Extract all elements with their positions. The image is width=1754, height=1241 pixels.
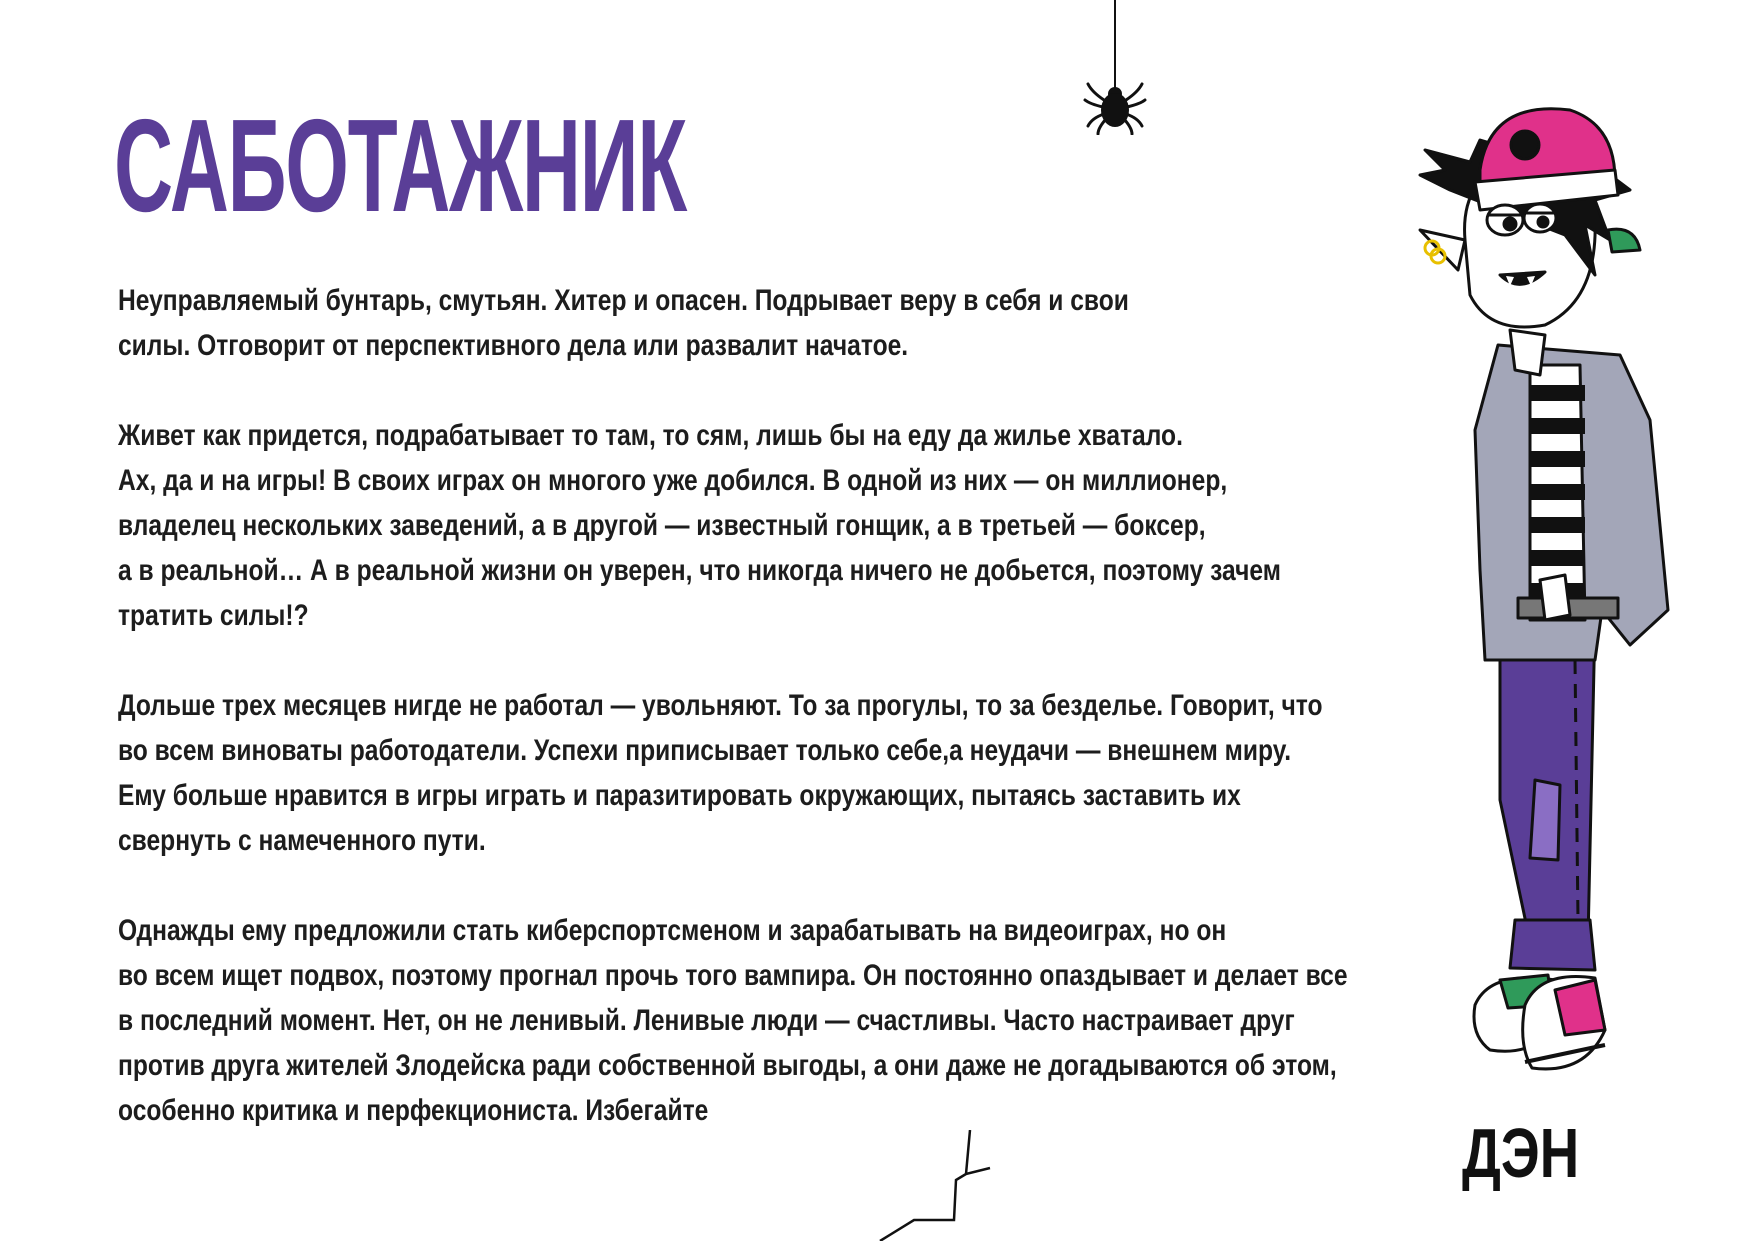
text-line: против друга жителей Злодейска ради собственной выгоды, а они даже не догадываются об этом, [118,1049,1337,1082]
text-line: особенно критика и перфекциониста. Избегайте [118,1094,709,1127]
text-line: владелец нескольких заведений, а в другой — известный гонщик, а в третьей — боксер, [118,509,1206,542]
paragraph-4 [118,908,1358,1133]
text-line: Неуправляемый бунтарь, смутьян. Хитер и опасен. Подрывает веру в себя и свои [118,284,1129,317]
text-line: Живет как придется, подрабатывает то там, то сям, лишь бы на еду да жилье хватало. [118,419,1183,452]
text-line: силы. Отговорит от перспективного дела или развалит начатое. [118,329,909,362]
text-line: во всем виноваты работодатели. Успехи приписывает только себе,а неудачи — внешнем миру. [118,734,1292,767]
paragraph-2 [118,413,1358,638]
character-illustration [1380,100,1680,1110]
text-line: Ему больше нравится в игры играть и паразитировать окружающих, пытаясь заставить их [118,779,1241,812]
text-line: во всем ищет подвох, поэтому прогнал прочь того вампира. Он постоянно опаздывает и делает все [118,959,1348,992]
crack-decoration [870,1130,1000,1241]
text-line: в последний момент. Нет, он не ленивый. Ленивые люди — счастливы. Часто настраивает друг [118,1004,1295,1037]
page-title: САБОТАЖНИК [114,92,687,239]
text-line: Дольше трех месяцев нигде не работал — увольняют. То за прогулы, то за безделье. Говорит, что [118,689,1323,722]
character-name: ДЭН [1462,1114,1580,1192]
paragraph-3 [118,683,1358,863]
description-text [118,278,1358,1178]
text-line: тратить силы!? [118,599,309,632]
text-line: а в реальной… А в реальной жизни он уверен, что никогда ничего не добьется, поэтому зачем [118,554,1281,587]
text-line: Однажды ему предложили стать киберспортсменом и зарабатывать на видеоиграх, но он [118,914,1227,947]
spider-icon [1080,0,1150,135]
paragraph-1 [118,278,1358,368]
text-line: свернуть с намеченного пути. [118,824,486,857]
text-line: Ах, да и на игры! В своих играх он многого уже добился. В одной из них — он миллионер, [118,464,1228,497]
